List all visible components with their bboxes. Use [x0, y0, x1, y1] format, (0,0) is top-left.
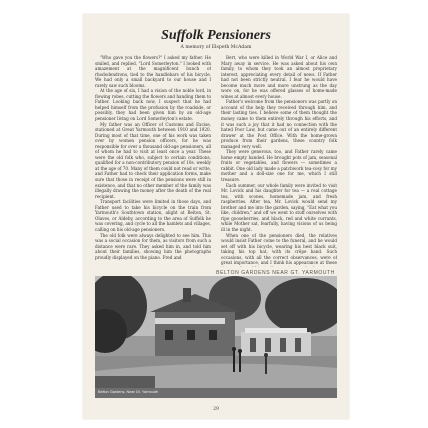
belton-gardens-photo	[95, 276, 337, 398]
magazine-page	[83, 14, 349, 419]
paragraph: "Who gave you the flowers?" I asked my father. He smiled, and replied, "Lord Somerleyton." I looked with amazement at the magnificent bunch of rhododendrons, tied to the handlebars of his bicycle. We had only a small backyard to our house and I rarely saw such blooms.	[95, 55, 211, 88]
photo-overlay-caption: BELTON GARDENS NEAR GT. YARMOUTH	[216, 270, 335, 276]
paragraph: Each summer, our whole family were invited to visit Mr. Lovick and his daughter for tea — a real cottage tea, with scones, homemade jam, and fresh raspberries. After tea, Mr. Lovick would send my brother and me into the garden, saying, "Eat what you like, children," and off we went to stuff ourselves with ripe gooseberries, and black, red and white currants, while Mother sat, fearfully, having visions of us being ill in the night.	[221, 182, 337, 232]
paragraph: My father was an Officer of Customs and Excise, stationed at Great Yarmouth between 1910 and 1920. During most of that time, one of his work was taken over by women pension officers, for he was responsible for over a thousand old-age pensioners, all of whom he had to visit at least once a year. These were the old folk who, subject to certain conditions, qualified for a non-contributory pension of 10s. weekly at the age of 70. Many of them could not read or write, and Father had to check their application forms, make sure that those in receipt of the pensions were still in existence, and that no other member of the family was illegally drawing the money after the death of the real recipient.	[95, 121, 211, 199]
paragraph: The old folk were always delighted to see him. This was a social occasion for them, as visitors from such a distance were rare. They asked him in, and told him about their families, showing him the photographs proudly displayed on the piano. Fred and	[95, 232, 211, 260]
paragraph: Transport facilities were limited in those days, and Father used to take his bicycle on the train from Yarmouth's Southtown station, alight at Belton, St. Olaves, or Aldeby, according to the area of Suffolk he was covering, and cycle to all the hamlets and villages, calling on his old-age pensioners.	[95, 199, 211, 232]
right-column	[221, 55, 337, 267]
paragraph: At the age of six, I had a vision of the noble lord, in flowing robes, cutting the flowers and handing them to Father. Looking back now, I suspect that he had helped himself from the profusion by the roadside, or possibly, they had been given him by an old-age pensioner living on Lord Somerleyton's estate.	[95, 88, 211, 122]
page-number: 29	[213, 407, 219, 412]
article-body	[95, 55, 337, 267]
paragraph: When one of the pensioners died, the relatives would insist Father come to the funeral, and he would set off with his bicycle, wearing his best black suit, taking his top hat, with its crêpe band. Such occasions, with all the correct observances, were of great importance, and I think his appearance at these	[221, 232, 337, 266]
paragraph: They were generous, too, and Father rarely came home empty handed. He brought pots of jam, seasonal fruits or vegetables, and flowers — sometimes a rabbit. One old lady made a patchwork tea-cosy for my mother and a doll-size one for me, which I still treasure.	[221, 149, 337, 183]
article-title: Suffolk Pensioners	[161, 28, 271, 43]
photo-caption: Belton Gardens, Near Gt. Yarmouth	[98, 390, 159, 394]
article-byline: A memory of Elspeth McAdam	[180, 45, 252, 50]
left-column	[95, 55, 211, 267]
photo-illustration	[95, 276, 337, 398]
paragraph: Bert, who were killed in World War I, or Alice and Mary away in service. He was asked about his own family, to whom they took an almost proprietary interest, appreciating every detail of news. If Father had not been strictly neutral, I fear he would have become much more and more unstrung as the day wore on, for he was offered glasses of home-made wines at almost every house.	[221, 55, 337, 99]
paragraph: Father's welcome from the pensioners was partly on account of the help they received through him, and their lasting ties. I believe some of them thought the money came to them entirely through his efforts, and it was such a joy that it had no connection with the hated Poor Law, but came out of an entirely different drawer at the Post Office. With the home-grown produce from their gardens, these country folk managed very well.	[221, 99, 337, 149]
